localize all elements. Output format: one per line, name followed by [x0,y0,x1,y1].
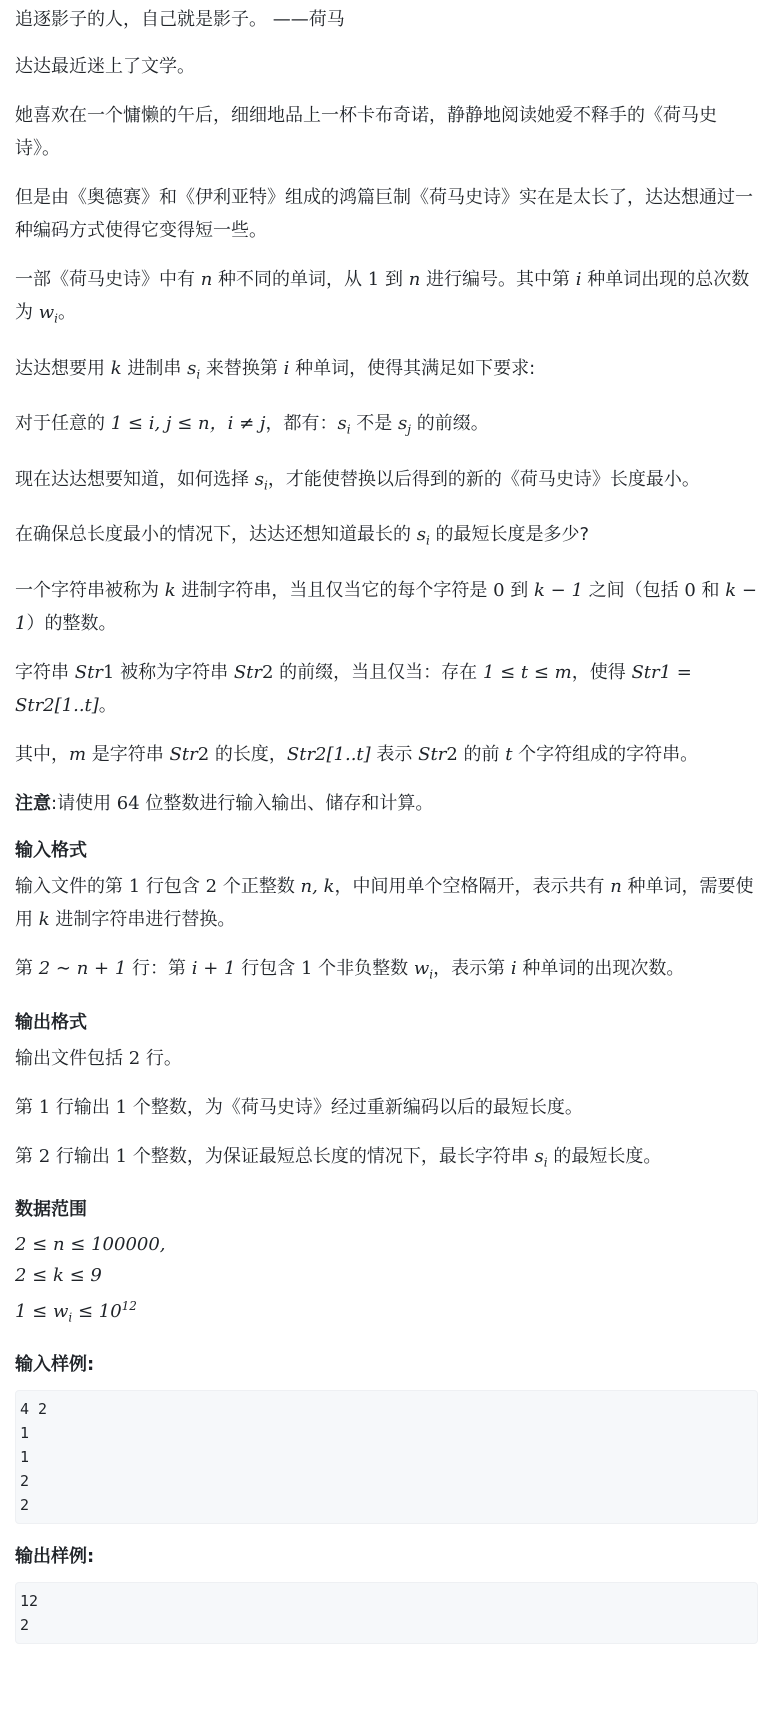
math-1: 1 [300,957,313,979]
text: 表示 [370,743,419,765]
math-s: s [398,413,408,435]
sample-output-heading: 输出样例: [15,1545,95,1567]
math-1: 1 [128,875,141,897]
math-2: 2 [38,1145,51,1167]
text: 种单词出现的总次数为 [15,269,750,323]
text: 1 ≤ w [15,1301,69,1323]
math-64: 64 [116,792,140,814]
range-k: 2 ≤ k ≤ 9 [15,1265,102,1287]
text: 进行编号。其中第 [420,269,576,290]
math-1: 1 [367,269,380,290]
text: 个非负整数 [312,957,414,979]
text: 在确保总长度最小的情况下，达达还想知道最长的 [15,524,417,546]
math-s: s [187,357,197,379]
text: 一个字符串被称为 [15,579,165,601]
math-str: Str [169,743,198,765]
math-condition: 1 ≤ i, j ≤ n，i ≠ j [110,413,266,435]
math-sub-i: i [196,367,201,382]
paragraph-3: 但是由《奥德赛》和《伊利亚特》组成的鸿篇巨制《荷马史诗》实在是太长了，达达想通过一种编码方式使得它变得短一些。 [15,187,753,241]
sample-output-block[interactable] [15,1582,758,1644]
math-line-range: 2 ∼ n + 1 [38,957,127,979]
output-line-1 [15,1042,758,1075]
text: 行包含 [235,957,301,979]
math-k: k [38,908,50,930]
text: 之间（包括 [582,579,685,601]
math-sub-i: i [54,311,58,326]
data-range-heading: 数据范围 [15,1199,87,1221]
math-i: i [575,269,582,290]
text: 行。 [140,1047,182,1069]
math-2: 2 [261,661,274,683]
sample-input-heading: 输入样例: [15,1353,95,1375]
text: ，使得 [571,661,632,683]
math-w: w [38,302,55,323]
text: 现在达达想要知道，如何选择 [15,468,255,490]
text: ≤ 10 [72,1301,122,1323]
sample-output-line: 12 [20,1591,39,1610]
text: 行输出 [50,1096,116,1118]
math-w: w [413,957,430,979]
text: 被称为字符串 [114,661,234,683]
sample-output-line: 2 [20,1615,30,1634]
input-format-heading: 输入格式 [15,839,87,861]
math-i: i [510,957,517,979]
paragraph-2: 她喜欢在一个慵懒的午后，细细地品上一杯卡布奇诺，静静地阅读她爱不释手的《荷马史诗》。 [15,105,717,159]
text: 行输出 [50,1145,116,1167]
text: 种单词，使得其满足如下要求: [289,357,536,379]
text: 来替换第 [200,357,284,379]
math-s: s [337,413,347,435]
range-n: 2 ≤ n ≤ 100000, [15,1234,166,1256]
math-k-minus-1: k − 1 [15,579,757,634]
math-0: 0 [493,579,505,601]
math-s: s [534,1145,544,1167]
math-n: n [408,269,421,290]
text: 第 [15,1096,39,1118]
text: 种单词的出现次数。 [516,957,685,979]
paragraph-1: 达达最近迷上了文学。 [15,56,195,77]
sample-input-line: 2 [20,1471,30,1490]
math-1: 1 [38,1096,51,1118]
text: 的前缀。 [411,413,489,435]
math-1: 1 [115,1145,128,1167]
exponent: 12 [121,1299,137,1314]
sample-input-line: 1 [20,1423,30,1442]
text: 对于任意的 [15,413,111,435]
text: 一部《荷马史诗》中有 [15,269,201,290]
input-line-2 [15,952,758,992]
text: 个字符组成的字符串。 [512,743,699,765]
math-sub-i: i [425,533,430,548]
math-sub-i: i [68,1310,73,1325]
text: 第 [15,957,39,979]
math-s: s [416,524,426,546]
text: 到 [504,579,535,601]
text: ）的整数。 [26,612,117,634]
text: 的最短长度。 [547,1145,662,1167]
math-sub-j: j [407,422,412,437]
math-1: 1 [115,1096,128,1118]
range-w [15,1291,758,1334]
text: 进制串 [121,357,188,379]
paragraph-8 [15,518,758,558]
text: ，才能使替换以后得到的新的《荷马史诗》长度最小。 [267,468,700,490]
text: 进制字符串，当且仅当它的每个字符是 [175,579,494,601]
text: 不是 [350,413,399,435]
math-str: Str [233,661,262,683]
text: ，表示第 [433,957,511,979]
text: 的最短长度是多少? [429,524,590,546]
math-k-minus-1: k − 1 [534,579,583,601]
paragraph-9 [15,574,758,640]
paragraph-4 [15,263,758,336]
text: ，都有： [265,413,338,435]
math-slice: Str2[1..t] [286,743,371,765]
text: :请使用 [51,792,117,814]
math-2: 2 [197,743,210,765]
text: 其中， [15,743,69,765]
math-i-plus-1: i + 1 [191,957,236,979]
text: 是字符串 [86,743,170,765]
quote: 追逐影子的人，自己就是影子。 ——荷马 [15,9,345,30]
text: 输出文件包括 [15,1047,129,1069]
math-sub-i: i [263,478,268,493]
data-range [15,1229,758,1334]
sample-input-line: 2 [20,1495,30,1514]
text: ，中间用单个空格隔开，表示共有 [334,875,611,897]
math-1: 1 [102,661,115,683]
text: 位整数进行输入输出、储存和计算。 [139,792,434,814]
math-s: s [254,468,264,490]
text: 种单词，需要使用 [15,875,754,930]
sample-input-line: 1 [20,1447,30,1466]
text: 个整数，为《荷马史诗》经过重新编码以后的最短长度。 [127,1096,583,1118]
text: 的前 [457,743,506,765]
math-n: n [610,875,622,897]
text: 行：第 [126,957,192,979]
math-i: i [283,357,290,379]
text: 进制字符串进行替换。 [49,908,236,930]
math-2: 2 [128,1047,141,1069]
paragraph-6 [15,407,758,447]
math-str: Str [418,743,447,765]
paragraph-note [15,787,758,820]
math-equation: Str1 = Str2[1..t] [15,661,692,716]
output-line-2 [15,1091,758,1124]
paragraph-11 [15,738,758,771]
text: 行包含 [140,875,206,897]
sample-input-line: 4 2 [20,1399,48,1418]
math-n-k: n, k [300,875,335,897]
text: 达达想要用 [15,357,111,379]
text: 第 [15,1145,39,1167]
text: 的前缀，当且仅当：存在 [273,661,483,683]
math-sub-i: i [543,1155,548,1170]
text: 的长度， [209,743,287,765]
text: 。 [58,302,76,323]
text: 输入文件的第 [15,875,129,897]
math-2: 2 [205,875,218,897]
math-k: k [164,579,176,601]
math-sub-i: i [346,422,351,437]
text: 和 [695,579,726,601]
math-str: Str [74,661,103,683]
math-t-condition: 1 ≤ t ≤ m [482,661,572,683]
text: 种不同的单词，从 [212,269,368,290]
sample-input-block[interactable] [15,1390,758,1524]
text: 。 [98,694,117,716]
math-k: k [110,357,122,379]
math-2: 2 [446,743,458,765]
math-0: 0 [684,579,696,601]
math-t: t [505,743,513,765]
output-format-heading: 输出格式 [15,1011,87,1033]
text: 字符串 [15,661,75,683]
paragraph-7 [15,463,758,503]
output-line-3 [15,1140,758,1180]
math-sub-i: i [429,967,434,982]
paragraph-10 [15,656,758,722]
note-label: 注意 [15,792,51,814]
math-n: n [200,269,213,290]
text: 个正整数 [217,875,301,897]
input-line-1 [15,870,758,936]
math-m: m [69,743,87,765]
text: 个整数，为保证最短总长度的情况下，最长字符串 [127,1145,535,1167]
text: 到 [379,269,409,290]
paragraph-5 [15,352,758,392]
